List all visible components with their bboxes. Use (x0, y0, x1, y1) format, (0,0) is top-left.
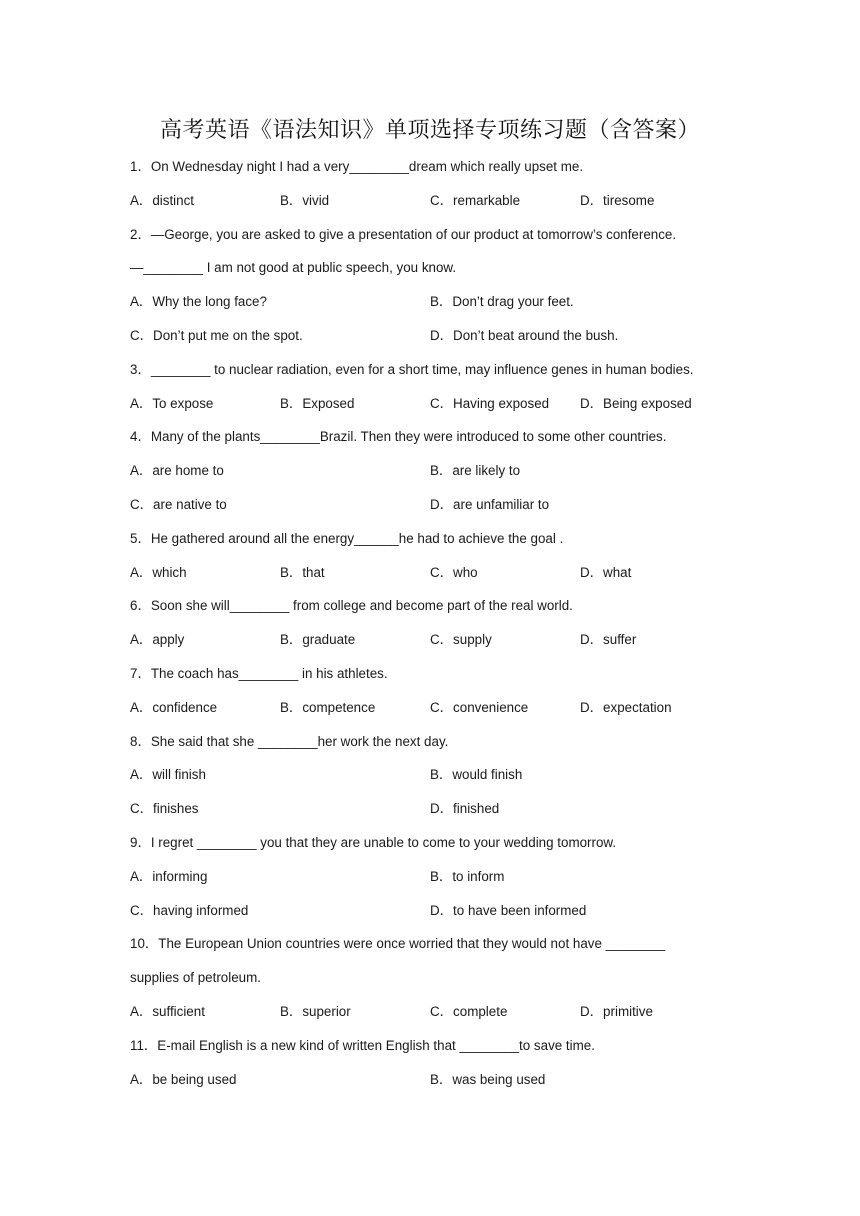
question-7-option-a: A．confidence (130, 700, 218, 715)
question-7-stem: 7．The coach has________ in his athletes. (130, 666, 388, 681)
question-8-option-b: B．would finish (430, 767, 523, 782)
question-2-option-d: D．Don’t beat around the bush. (430, 328, 619, 343)
question-6-option-c: C．supply (430, 632, 492, 647)
question-11-option-b: B．was being used (430, 1072, 546, 1087)
question-2-option-c: C．Don’t put me on the spot. (130, 328, 303, 343)
question-11-option-a: A．be being used (130, 1072, 237, 1087)
question-2-option-a: A．Why the long face? (130, 294, 267, 309)
question-1-stem: 1．On Wednesday night I had a very________dream which really upset me. (130, 159, 584, 174)
question-8-option-d: D．finished (430, 801, 500, 816)
question-9-option-d: D．to have been informed (430, 903, 587, 918)
question-3-option-d: D．Being exposed (580, 396, 692, 411)
question-4-option-a: A．are home to (130, 463, 224, 478)
question-5-option-d: D．what (580, 565, 632, 580)
question-10-stem-continued: supplies of petroleum. (130, 970, 262, 985)
question-9-option-a: A．informing (130, 869, 208, 884)
question-5-stem: 5．He gathered around all the energy______he had to achieve the goal . (130, 531, 564, 546)
question-2-option-b: B．Don’t drag your feet. (430, 294, 574, 309)
question-9-stem: 9．I regret ________ you that they are unable to come to your wedding tomorrow. (130, 835, 617, 850)
question-11-stem: 11．E-mail English is a new kind of written English that ________to save time. (130, 1038, 595, 1053)
question-4-option-c: C．are native to (130, 497, 227, 512)
question-10-option-a: A．sufficient (130, 1004, 205, 1019)
question-7-option-b: B．competence (280, 700, 376, 715)
question-2-stem: 2．—George, you are asked to give a presentation of our product at tomorrow’s conference. (130, 227, 677, 242)
question-2-stem-continued: —________ I am not good at public speech, you know. (130, 260, 457, 275)
question-10-stem: 10．The European Union countries were once worried that they would not have ________ (130, 936, 666, 951)
question-10-option-c: C．complete (430, 1004, 508, 1019)
question-8-option-c: C．finishes (130, 801, 199, 816)
question-6-option-b: B．graduate (280, 632, 356, 647)
question-4-option-b: B．are likely to (430, 463, 521, 478)
question-5-option-a: A．which (130, 565, 187, 580)
question-7-option-d: D．expectation (580, 700, 672, 715)
question-6-option-a: A．apply (130, 632, 185, 647)
question-3-option-b: B．Exposed (280, 396, 355, 411)
question-8-option-a: A．will finish (130, 767, 206, 782)
question-8-stem: 8．She said that she ________her work the next day. (130, 734, 449, 749)
question-4-stem: 4．Many of the plants________Brazil. Then they were introduced to some other countries. (130, 429, 667, 444)
question-10-option-d: D．primitive (580, 1004, 653, 1019)
question-9-option-c: C．having informed (130, 903, 249, 918)
page-title: 高考英语《语法知识》单项选择专项练习题（含答案） (159, 118, 700, 143)
question-5-option-c: C．who (430, 565, 478, 580)
question-1-option-a: A．distinct (130, 193, 194, 208)
question-1-option-c: C．remarkable (430, 193, 521, 208)
question-6-option-d: D．suffer (580, 632, 637, 647)
question-7-option-c: C．convenience (430, 700, 529, 715)
question-4-option-d: D．are unfamiliar to (430, 497, 550, 512)
question-1-option-d: D．tiresome (580, 193, 655, 208)
question-10-option-b: B．superior (280, 1004, 351, 1019)
question-9-option-b: B．to inform (430, 869, 505, 884)
question-3-option-c: C．Having exposed (430, 396, 550, 411)
question-1-option-b: B．vivid (280, 193, 330, 208)
question-5-option-b: B．that (280, 565, 325, 580)
question-3-option-a: A．To expose (130, 396, 214, 411)
question-3-stem: 3．________ to nuclear radiation, even for a short time, may influence genes in human bodies. (130, 362, 694, 377)
question-6-stem: 6．Soon she will________ from college and become part of the real world. (130, 598, 573, 613)
